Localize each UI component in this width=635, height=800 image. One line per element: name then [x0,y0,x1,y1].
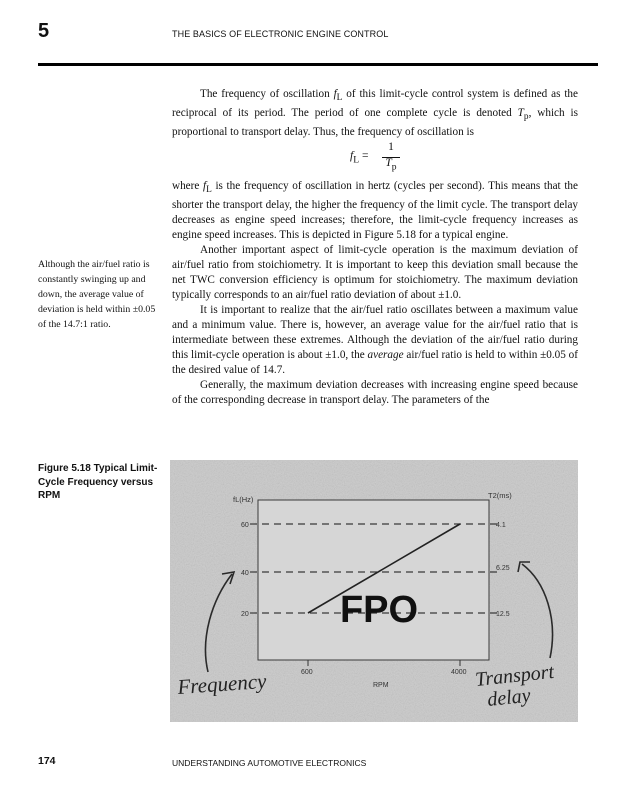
fpo-placeholder: FPO [339,589,419,631]
header-rule [38,63,598,66]
right-axis-label: T2(ms) [488,491,512,500]
figure-caption: Figure 5.18 Typical Limit-Cycle Frequency versus RPM [38,463,158,501]
left-tick-60: 60 [241,522,249,529]
left-tick-20: 20 [241,611,249,618]
frequency-equation: $f_L$ = 1 $T_p$ [350,141,410,177]
body-paragraph-5: Generally, the maximum deviation decreases with increasing engine speed because of the corresponding decrease in transport delay. The parameters of the [172,379,578,407]
handwritten-delay: delay [486,684,532,711]
right-tick-6-25: 6.25 [496,565,510,572]
x-axis-label: RPM [373,682,389,689]
page-number: 174 [38,755,56,767]
x-tick-600: 600 [301,669,313,676]
handwritten-transport: Transport [474,660,556,691]
right-tick-4-1: 4.1 [496,522,506,529]
body-paragraph-3: Another important aspect of limit-cycle operation is the maximum deviation of air/fuel ratio from stoichiometry. It is important to keep this deviation small because the net TWC conversion efficiency is optimum for stoichiometry. The maximum deviation typically corresponds to an air/fuel ratio deviation of about ±1.0. [172,244,578,302]
running-head: THE BASICS OF ELECTRONIC ENGINE CONTROL [172,29,389,39]
left-tick-40: 40 [241,570,249,577]
equation-denominator: $T_p$ [385,157,397,173]
body-paragraph-2: where $f_L$ is the frequency of oscillation in hertz (cycles per second). This means that the shorter the transport delay, the higher the frequency of the limit cycle. The transport delay decreases as engine speed increases; therefore, the limit-cycle frequency increases as engine speed increases. This is depicted in Figure 5.18 for a typical engine. [172,180,578,242]
margin-note: Although the air/fuel ratio is constantly swinging up and down, the average value of deviation is held within ±0.05 of the 14.7:1 ratio. [38,259,156,330]
running-foot: UNDERSTANDING AUTOMOTIVE ELECTRONICS [172,758,367,768]
body-text-main [172,179,578,408]
chapter-number: 5 [38,20,50,42]
right-tick-12-5: 12.5 [496,611,510,618]
equation-numerator: 1 [388,141,394,153]
left-axis-label: fL(Hz) [233,495,254,504]
x-tick-4000: 4000 [451,669,467,676]
handwritten-frequency: Frequency [176,668,268,699]
body-paragraph-1: The frequency of oscillation $f_L$ of this limit-cycle control system is defined as the reciprocal of its period. The period of one complete cycle is denoted $T_p$, which is proportional to transport delay. Thus, the frequency of oscillation is [172,88,578,139]
body-paragraph-4: It is important to realize that the air/fuel ratio oscillates between a maximum value and a minimum value. There is, however, an average value for the air/fuel ratio that is intermediate between these extremes. Although the deviation of the air/fuel ratio during this limit-cycle operation is about ±1.0, the average air/fuel ratio is held to within ±0.05 of the desired value of 14.7. [172,304,579,377]
figure-photo [170,460,578,722]
